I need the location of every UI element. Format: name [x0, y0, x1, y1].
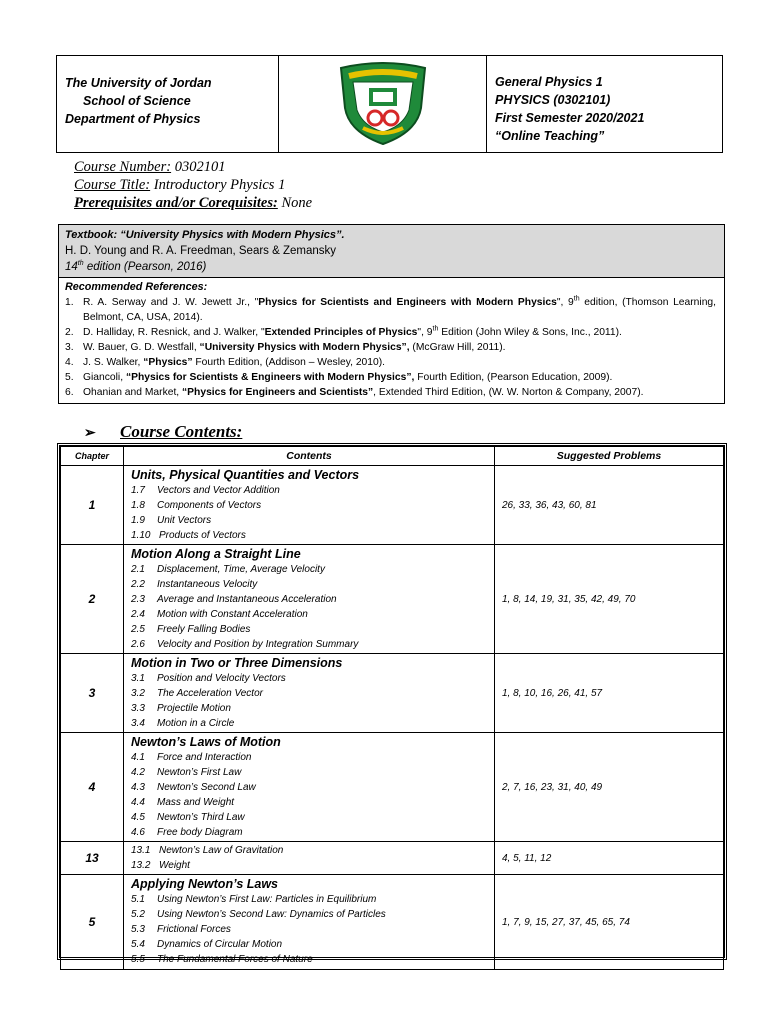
teaching-mode: “Online Teaching”: [495, 129, 605, 143]
chapter-title: Newton’s Laws of Motion: [131, 735, 281, 749]
course-title-label: Course Title:: [74, 177, 151, 193]
section-item: [131, 810, 494, 825]
chapter-contents: [124, 875, 495, 970]
section-number: 2.5: [131, 624, 145, 635]
section-title: Products of Vectors: [159, 530, 246, 541]
university-name: The University of Jordan: [65, 76, 212, 90]
section-title: The Acceleration Vector: [157, 688, 263, 699]
section-title: Using Newton’s Second Law: Dynamics of Particles: [157, 909, 386, 920]
reference-number: 6.: [65, 387, 74, 398]
section-number: 4.1: [131, 752, 145, 763]
course-contents-table: [60, 446, 724, 970]
textbook-references-box: [58, 224, 725, 404]
section-item: [131, 637, 494, 652]
chapter-contents: [124, 733, 495, 842]
reference-authors: D. Halliday, R. Resnick, and J. Walker, ": [83, 327, 265, 338]
section-item: [131, 765, 494, 780]
reference-edition-suffix: th: [573, 295, 580, 303]
column-header-chapter: Chapter: [61, 447, 124, 466]
section-item: [131, 577, 494, 592]
section-item: [131, 686, 494, 701]
section-number: 13.1: [131, 845, 151, 856]
section-number: 3.3: [131, 703, 145, 714]
textbook-title: Textbook: “University Physics with Modern Physics”.: [65, 229, 345, 241]
section-item: [131, 513, 494, 528]
section-number: 1.7: [131, 485, 145, 496]
section-title: Motion with Constant Acceleration: [157, 609, 308, 620]
textbook-edition: [65, 259, 718, 275]
section-item: [131, 528, 494, 543]
section-number: 5.3: [131, 924, 145, 935]
university-logo-icon: [333, 62, 433, 146]
department-name: Department of Physics: [65, 112, 201, 126]
table-row: [61, 875, 724, 970]
section-number: 13.2: [131, 860, 151, 871]
table-row: [61, 466, 724, 545]
suggested-problems: 1, 8, 10, 16, 26, 41, 57: [495, 654, 724, 733]
suggested-problems: 4, 5, 11, 12: [495, 842, 724, 875]
section-item: [131, 952, 494, 967]
prerequisites-line: [74, 194, 312, 212]
suggested-problems: 2, 7, 16, 23, 31, 40, 49: [495, 733, 724, 842]
section-number: 2.3: [131, 594, 145, 605]
section-item: [131, 858, 494, 873]
table-row: [61, 545, 724, 654]
section-number: 2.4: [131, 609, 145, 620]
section-title: Mass and Weight: [157, 797, 235, 808]
section-number: 4.3: [131, 782, 145, 793]
references-heading: Recommended References:: [65, 281, 208, 293]
chapter-contents: [124, 545, 495, 654]
reference-item: [65, 370, 716, 385]
section-item: [131, 701, 494, 716]
chapter-title: Motion Along a Straight Line: [131, 547, 301, 561]
section-title: Newton’s Law of Gravitation: [159, 845, 284, 856]
section-title: Force and Interaction: [157, 752, 252, 763]
section-item: [131, 716, 494, 731]
section-item: [131, 622, 494, 637]
section-title: Displacement, Time, Average Velocity: [157, 564, 325, 575]
arrow-bullet-icon: ➢: [84, 426, 96, 441]
section-item: [131, 937, 494, 952]
school-name: School of Science: [83, 94, 191, 108]
chapter-number: 4: [61, 733, 124, 842]
reference-edition: ", 9: [556, 297, 574, 308]
reference-title: “Physics”: [143, 357, 193, 368]
reference-title: Physics for Scientists and Engineers with Modern Physics: [258, 297, 557, 308]
section-title: Projectile Motion: [157, 703, 231, 714]
chapter-title: Units, Physical Quantities and Vectors: [131, 468, 360, 482]
reference-authors: W. Bauer, G. D. Westfall,: [83, 342, 200, 353]
course-contents-table-frame: [57, 443, 727, 965]
chapter-number: 1: [61, 466, 124, 545]
section-number: 2.2: [131, 579, 145, 590]
chapter-contents: [124, 466, 495, 545]
section-title: Newton’s Third Law: [157, 812, 245, 823]
chapter-number: 3: [61, 654, 124, 733]
section-item: [131, 825, 494, 840]
table-row: [61, 733, 724, 842]
section-item: [131, 483, 494, 498]
course-number-line: [74, 158, 312, 176]
reference-publisher: Fourth Edition, (Pearson Education, 2009).: [414, 372, 613, 383]
section-number: 1.10: [131, 530, 151, 541]
reference-publisher: , Extended Third Edition, (W. W. Norton & Company, 2007).: [373, 387, 644, 398]
section-number: 3.4: [131, 718, 145, 729]
suggested-problems: 1, 7, 9, 15, 27, 37, 45, 65, 74: [495, 875, 724, 970]
logo-cell: [279, 56, 487, 152]
table-body: [61, 466, 724, 970]
section-title: Components of Vectors: [157, 500, 262, 511]
section-title: Instantaneous Velocity: [157, 579, 258, 590]
section-number: 2.1: [131, 564, 145, 575]
reference-item: [65, 355, 716, 370]
reference-title: “Physics for Scientists & Engineers with Modern Physics”,: [125, 372, 415, 383]
section-title: Weight: [159, 860, 190, 871]
course-info: [74, 158, 312, 212]
chapter-number: 13: [61, 842, 124, 875]
column-header-problems: Suggested Problems: [495, 447, 724, 466]
edition-suffix: th: [77, 260, 84, 268]
reference-publisher: Edition (John Wiley & Sons, Inc., 2011).: [438, 327, 622, 338]
section-number: 5.5: [131, 954, 145, 965]
reference-title: Extended Principles of Physics: [264, 327, 418, 338]
reference-authors: Giancoli,: [83, 372, 126, 383]
section-title: The Fundamental Forces of Nature: [157, 954, 313, 965]
section-title: Frictional Forces: [157, 924, 231, 935]
table-row: [61, 654, 724, 733]
semester: First Semester 2020/2021: [495, 111, 645, 125]
section-title: Unit Vectors: [157, 515, 212, 526]
section-number: 5.1: [131, 894, 145, 905]
section-item: [131, 922, 494, 937]
section-title: Motion in a Circle: [157, 718, 235, 729]
section-title: Using Newton’s First Law: Particles in Equilibrium: [157, 894, 377, 905]
table-header-row: [61, 447, 724, 466]
document-header: [56, 55, 723, 153]
section-item: [131, 498, 494, 513]
section-item: [131, 562, 494, 577]
section-number: 4.5: [131, 812, 145, 823]
chapter-number: 2: [61, 545, 124, 654]
suggested-problems: 26, 33, 36, 43, 60, 81: [495, 466, 724, 545]
section-item: [131, 907, 494, 922]
reference-item: [65, 385, 716, 400]
section-number: 3.1: [131, 673, 145, 684]
reference-publisher: edition, (Thomson Learning, Belmont, CA, USA, 2014).: [83, 297, 717, 323]
chapter-title: Applying Newton’s Laws: [131, 877, 279, 891]
section-title: Vectors and Vector Addition: [157, 485, 280, 496]
prerequisites-value: None: [277, 195, 313, 211]
section-title: Newton’s Second Law: [157, 782, 256, 793]
suggested-problems: 1, 8, 14, 19, 31, 35, 42, 49, 70: [495, 545, 724, 654]
prerequisites-label: Prerequisites and/or Corequisites:: [74, 195, 278, 211]
reference-item: [65, 340, 716, 355]
course-number-value: 0302101: [171, 159, 226, 175]
column-header-contents: Contents: [124, 447, 495, 466]
course-contents-heading: [84, 422, 242, 442]
course-title-line: [74, 176, 312, 194]
course-header-info: [487, 56, 722, 152]
section-title: Free body Diagram: [157, 827, 243, 838]
section-title: Freely Falling Bodies: [157, 624, 251, 635]
reference-title: “University Physics with Modern Physics”,: [199, 342, 410, 353]
chapter-contents: [124, 842, 495, 875]
reference-title: “Physics for Engineers and Scientists”: [182, 387, 374, 398]
reference-number: 3.: [65, 342, 74, 353]
chapter-number: 5: [61, 875, 124, 970]
course-name: General Physics 1: [495, 75, 603, 89]
university-info: [57, 56, 279, 152]
textbook-authors: H. D. Young and R. A. Freedman, Sears & Zemansky: [65, 245, 337, 257]
reference-number: 2.: [65, 327, 74, 338]
chapter-contents: [124, 654, 495, 733]
section-number: 1.8: [131, 500, 145, 511]
textbook-section: [59, 225, 724, 278]
section-number: 1.9: [131, 515, 145, 526]
reference-number: 5.: [65, 372, 74, 383]
reference-publisher: (McGraw Hill, 2011).: [409, 342, 506, 353]
course-contents-title: Course Contents:: [120, 422, 243, 441]
reference-number: 1.: [65, 297, 74, 308]
reference-number: 4.: [65, 357, 74, 368]
section-number: 4.6: [131, 827, 145, 838]
section-number: 4.4: [131, 797, 145, 808]
section-item: [131, 750, 494, 765]
reference-edition-suffix: th: [432, 325, 439, 333]
reference-edition: ", 9: [417, 327, 433, 338]
reference-authors: J. S. Walker,: [83, 357, 144, 368]
section-item: [131, 780, 494, 795]
section-title: Newton’s First Law: [157, 767, 242, 778]
section-item: [131, 795, 494, 810]
reference-authors: Ohanian and Market,: [83, 387, 183, 398]
section-number: 5.2: [131, 909, 145, 920]
edition-publisher: edition (Pearson, 2016): [83, 261, 207, 273]
section-title: Velocity and Position by Integration Summary: [157, 639, 359, 650]
course-title-value: Introductory Physics 1: [150, 177, 286, 193]
section-number: 3.2: [131, 688, 145, 699]
edition-number: 14: [65, 261, 78, 273]
table-row: [61, 842, 724, 875]
section-item: [131, 843, 494, 858]
recommended-references: [59, 278, 724, 403]
chapter-title: Motion in Two or Three Dimensions: [131, 656, 343, 670]
section-title: Average and Instantaneous Acceleration: [157, 594, 337, 605]
section-number: 5.4: [131, 939, 145, 950]
course-code: PHYSICS (0302101): [495, 93, 611, 107]
section-number: 2.6: [131, 639, 145, 650]
reference-item: [65, 325, 716, 340]
reference-publisher: Fourth Edition, (Addison – Wesley, 2010).: [192, 357, 386, 368]
section-item: [131, 671, 494, 686]
section-item: [131, 607, 494, 622]
reference-item: [65, 295, 717, 325]
section-title: Position and Velocity Vectors: [157, 673, 286, 684]
course-number-label: Course Number:: [74, 159, 172, 175]
reference-authors: R. A. Serway and J. W. Jewett Jr., ": [83, 297, 259, 308]
section-item: [131, 892, 494, 907]
references-list: [65, 295, 716, 400]
section-title: Dynamics of Circular Motion: [157, 939, 283, 950]
section-number: 4.2: [131, 767, 145, 778]
section-item: [131, 592, 494, 607]
